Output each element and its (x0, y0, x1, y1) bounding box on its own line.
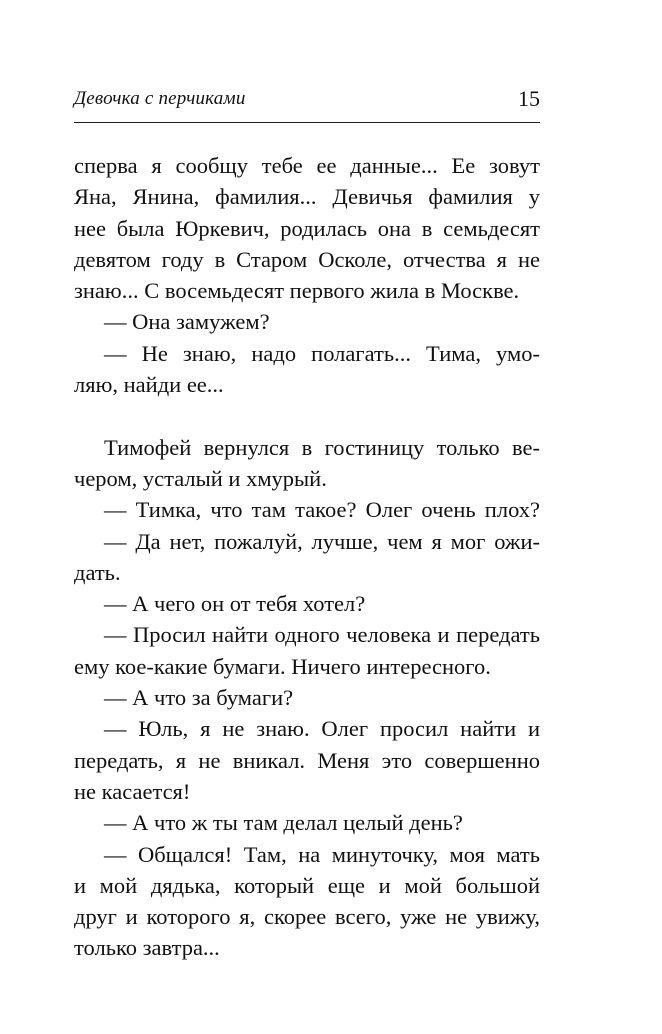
page-number: 15 (518, 86, 540, 111)
dialogue-line: — Юль, я не знаю. Олег просил найти и (104, 716, 540, 742)
text-line: Тимофей вернулся в гостиницу только ве- (104, 434, 540, 460)
dialogue-line: — Не знаю, надо полагать... Тима, умо- (104, 340, 540, 366)
text-line: ляю, найди ее... (74, 372, 224, 398)
header-divider (74, 122, 540, 123)
dialogue-line: — А чего он от тебя хотел? (104, 591, 366, 617)
dialogue-line: — А что за бумаги? (104, 685, 294, 711)
text-line: только завтра... (74, 935, 220, 961)
dialogue-line: — Тимка, что там такое? Олег очень плох? (104, 497, 540, 523)
dialogue-line: — Просил найти одного человека и передать (104, 622, 540, 648)
dialogue-line: — А что ж ты там делал целый день? (104, 810, 463, 836)
text-line: Яна, Янина, фамилия... Девичья фамилия у (74, 184, 540, 210)
dialogue-line: — Да нет, пожалуй, лучше, чем я мог ожи- (104, 528, 540, 554)
body-text (74, 150, 540, 964)
dialogue-line: — Общался! Там, на минуточку, моя мать (104, 841, 540, 867)
running-head (74, 86, 540, 118)
section-break (74, 400, 540, 431)
text-line: девятом году в Старом Осколе, отчества я не (74, 246, 540, 272)
book-title: Девочка с перчиками (74, 88, 246, 109)
text-line: чером, усталый и хмурый. (74, 465, 327, 491)
text-line: и мой дядька, который еще и мой большой (74, 872, 540, 898)
text-line: дать. (74, 559, 121, 585)
text-line: нее была Юркевич, родилась она в семьдесят (74, 215, 540, 241)
text-line: друг и которого я, скорее всего, уже не увижу, (74, 904, 540, 930)
text-line: передать, я не вникал. Меня это совершенно (74, 747, 540, 773)
text-line: знаю... С восемьдесят первого жила в Москве. (74, 278, 520, 304)
text-line: не касается! (74, 778, 191, 804)
dialogue-line: — Она замужем? (104, 309, 270, 335)
text-line: сперва я сообщу тебе ее данные... Ее зовут (74, 153, 540, 178)
text-line: ему кое-какие бумаги. Ничего интересного. (74, 653, 491, 679)
